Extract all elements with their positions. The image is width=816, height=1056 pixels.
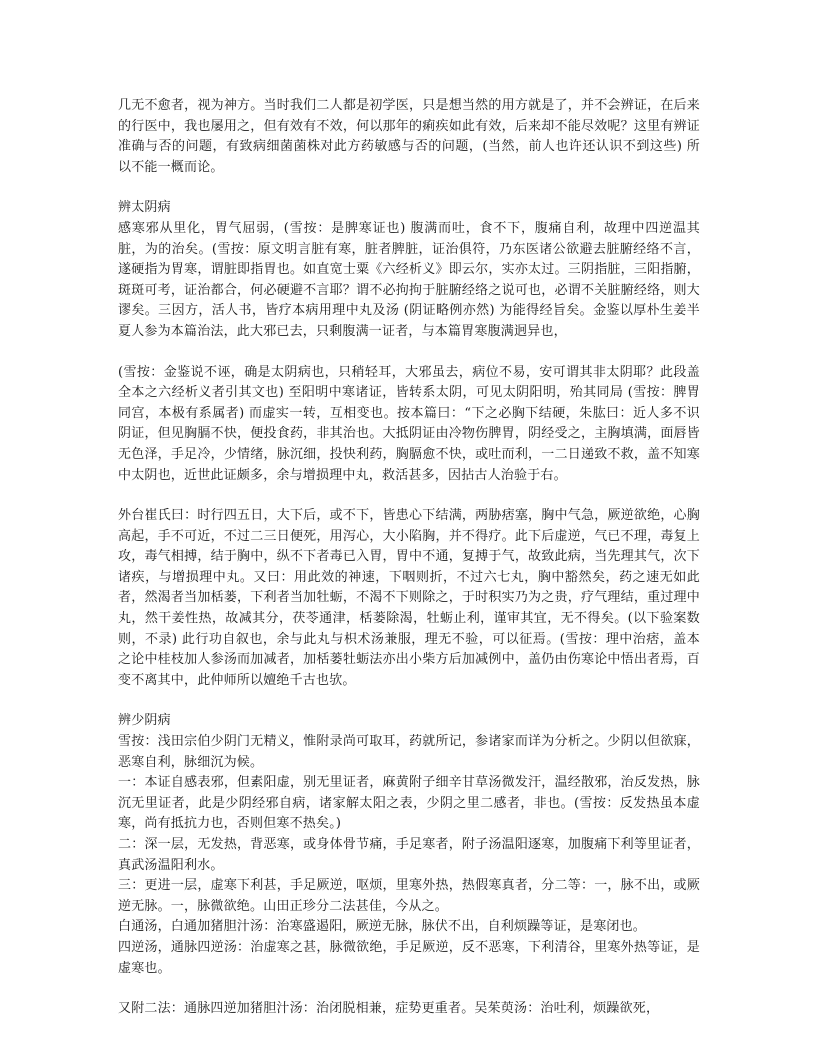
paragraph-spacer <box>118 691 700 711</box>
body-paragraph: 四逆汤，通脉四逆汤：治虚寒之甚，脉微欲绝，手足厥逆，反不恶寒，下利清谷，里寒外热等证，是虚寒也。 <box>118 939 700 976</box>
body-paragraph: 感寒邪从里化，胃气屈弱，(雪按：是脾寒证也) 腹满而吐，食不下，腹痛自利，故理中四逆温其脏，为的治矣。(雪按：原文明言脏有寒，脏者脾脏，证治俱符，乃东医诸公欲避去脏腑经络不言，遂硬指为胃寒，谓脏即指胃也。如直宽士粟《六经析义》即云尔，实亦太过。三阴指脏，三阳指腑，斑斑可考，证治都合，何必硬避不言耶？谓不必拘拘于脏腑经络之说可也，必谓不关脏腑经络，则大谬矣。三因方，活人书，皆疗本病用理中丸及汤 (阴证略例亦然) 为能得经旨矣。金鉴以厚朴生姜半夏人参为本篇治法，此大邪已去，只剩腹满一证者，与本篇胃寒腹满迥异也， <box>118 220 700 339</box>
document-page <box>118 96 700 1020</box>
body-paragraph: 雪按：浅田宗伯少阴门无精义，惟附录尚可取耳，药就所记，参诸家而详为分析之。少阴以但欲寐，恶寒自利，脉细沉为候。 <box>118 734 700 770</box>
body-paragraph: 又附二法：通脉四逆加猪胆汁汤：治闭脱相兼，症势更重者。吴茱萸汤：治吐利，烦躁欲死， <box>118 1001 660 1017</box>
paragraph-spacer <box>118 486 700 506</box>
body-paragraph: 三：更进一层，虚寒下利甚，手足厥逆，呕烦，里寒外热，热假寒真者，分二等：一，脉不出，或厥逆无脉。一，脉微欲绝。山田正珍分二法甚佳，今从之。 <box>118 878 700 914</box>
body-paragraph: (雪按：金鉴说不诬，确是太阴病也，只稍轻耳，大邪虽去，病位不易，安可谓其非太阴耶？此段盖全本之六经析义者引其文也) 至阳明中寒诸证，皆转系太阴，可见太阴阳明，殆其同局 (雪按：脾胃同宫，本极有系属者) 而虚实一转，互相变也。按本篇曰：“下之必胸下结硬，朱肱曰：近人多不识阴证，但见胸膈不快，便投食药，非其治也。大抵阴证由冷物伤脾胃，阴经受之，主胸填满，面唇皆无色泽，手足冷，少情绪，脉沉细，投快利药，胸膈愈不快，或吐而利，一二日递致不救，盖不知寒中太阴也，近世此证颇多，余与增损理中丸，救活甚多，因拈古人治验于右。 <box>118 364 700 483</box>
body-paragraph: 几无不愈者，视为神方。当时我们二人都是初学医，只是想当然的用方就是了，并不会辨证，在后来的行医中，我也屡用之，但有效有不效，何以那年的痢疾如此有效，后来却不能尽效呢？这里有辨证准确与否的问题，有致病细菌菌株对此方药敏感与否的问题，(当然，前人也许还认识不到这些) 所以不能一概而论。 <box>118 98 700 175</box>
body-paragraph: 一：本证自感表邪，但素阳虚，别无里证者，麻黄附子细辛甘草汤微发汗，温经散邪，治反发热，脉沉无里证者，此是少阴经邪自病，诸家解太阳之表，少阴之里二感者，非也。(雪按：反发热虽本虚寒，尚有抵抗力也，否则但寒不热矣。) <box>118 775 700 832</box>
body-paragraph: 二：深一层，无发热，背恶寒，或身体骨节痛，手足寒者，附子汤温阳逐寒，加腹痛下利等里证者，真武汤温阳利水。 <box>118 837 700 873</box>
paragraph-spacer <box>118 979 700 999</box>
paragraph-spacer <box>118 343 700 363</box>
body-paragraph: 外台崔氏曰：时行四五日，大下后，或不下，皆患心下结满，两胁痞塞，胸中气急，厥逆欲绝，心胸高起，手不可近，不过二三日便死，用泻心，大小陷胸，并不得疗。此下后虚逆，气已不理，毒复上攻，毒气相搏，结于胸中，纵不下者毒已入胃，胃中不通，复搏于气，故致此病，当先理其气，次下诸疾，与增损理中丸。又曰：用此效的神速，下咽则折，不过六七丸，胸中豁然矣，药之速无如此者，然渴者当加栝蒌，下利者当加牡蛎，不渴不下则除之，于时积实乃为之贵，疗气理结，重过理中丸，然干姜性热，故减其分，茯苓通津，栝蒌除渴，牡蛎止利，谨审其宜，无不得矣。(以下验案数则，不录) 此行功自叙也，余与此丸与枳术汤兼服，理无不验，可以征焉。(雪按：理中治痞，盖本之论中桂枝加人参汤而加减者，加栝蒌牡蛎法亦出小柴方后加减例中，盖仍由伤寒论中悟出者焉，百变不离其中，此仲师所以嬗绝千古也欤。 <box>118 508 700 688</box>
body-paragraph: 白通汤，白通加猪胆汁汤：治寒盛遏阳，厥逆无脉，脉伏不出，自利烦躁等证，是寒闭也。 <box>118 919 647 935</box>
section-heading: 辨太阴病 <box>118 200 171 216</box>
paragraph-spacer <box>118 178 700 198</box>
section-heading: 辨少阴病 <box>118 713 171 729</box>
